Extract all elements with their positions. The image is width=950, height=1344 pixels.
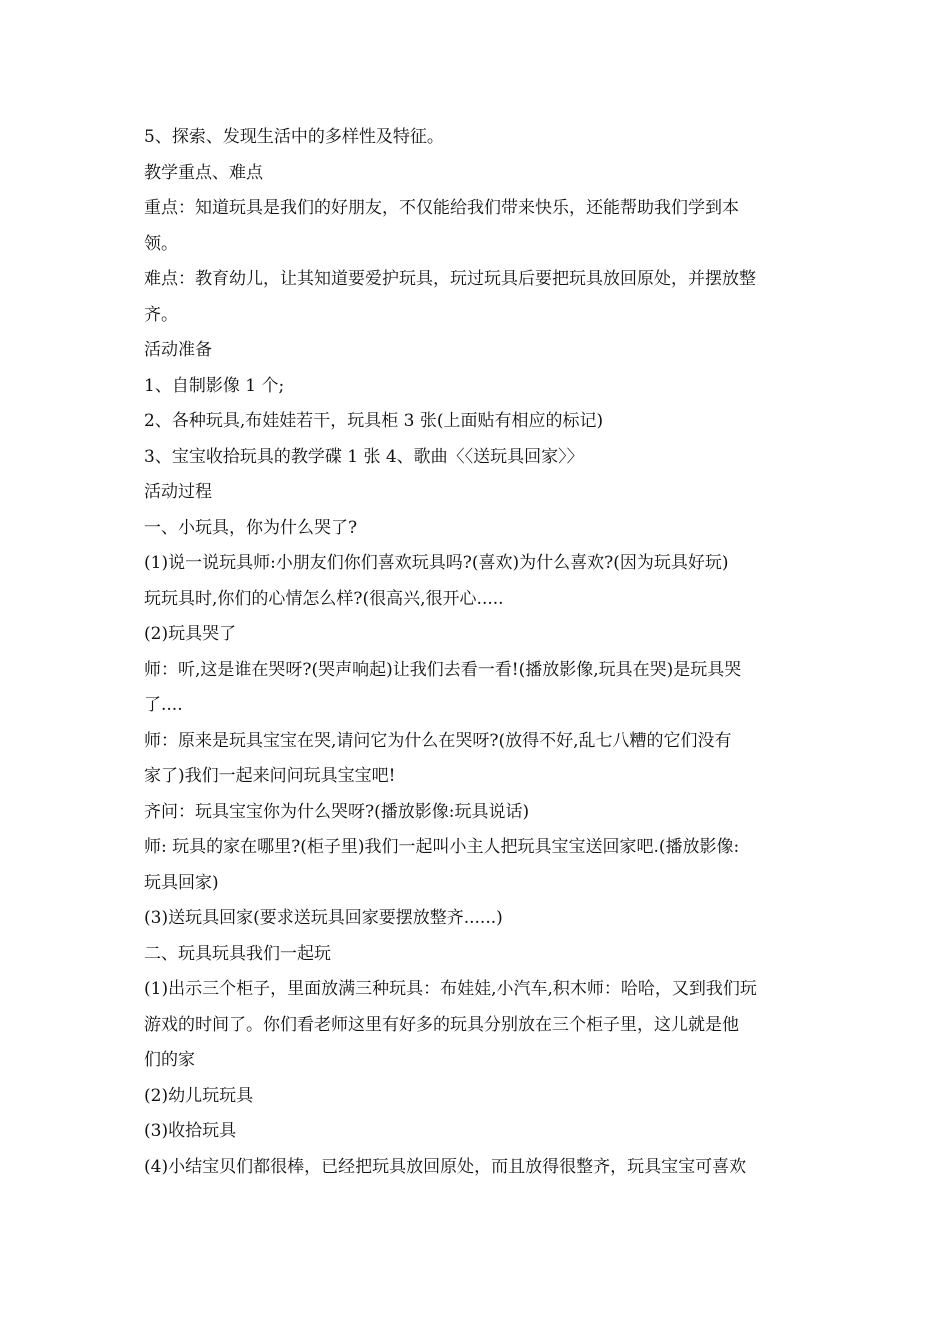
subsection-heading: 二、玩具玩具我们一起玩 (144, 943, 331, 964)
section-heading: 活动过程 (144, 482, 212, 502)
text-line: 游戏的时间了。你们看老师这里有好多的玩具分别放在三个柜子里，这儿就是他 (144, 1014, 739, 1035)
text-line: 了.... (144, 695, 183, 715)
text-line: 家了)我们一起来问问玩具宝宝吧! (144, 766, 396, 786)
text-line: (2)幼儿玩玩具 (144, 1085, 254, 1106)
text-line: 齐问：玩具宝宝你为什么哭呀?(播放影像:玩具说话) (144, 801, 530, 822)
text-line: 5、探索、发现生活中的多样性及特征。 (144, 127, 444, 147)
text-line: (2)玩具哭了 (144, 624, 237, 644)
text-line: 齐。 (144, 304, 178, 325)
text-line: 难点：教育幼儿，让其知道要爱护玩具，玩过玩具后要把玩具放回原处，并摆放整 (144, 269, 756, 289)
text-line: (4)小结宝贝们都很棒，已经把玩具放回原处，而且放得很整齐，玩具宝宝可喜欢 (144, 1156, 747, 1177)
list-item: 2、各种玩具,布娃娃若干，玩具柜 3 张(上面贴有相应的标记) (144, 411, 604, 431)
text-line: 重点：知道玩具是我们的好朋友，不仅能给我们带来快乐，还能帮助我们学到本 (144, 198, 739, 218)
section-heading: 教学重点、难点 (144, 162, 263, 183)
list-item: 3、宝宝收拾玩具的教学碟 1 张 4、歌曲〈〈送玩具回家〉〉 (144, 446, 584, 467)
text-line: 领。 (144, 233, 178, 254)
subsection-heading: 一、小玩具，你为什么哭了? (144, 517, 358, 538)
text-line: 师: 玩具的家在哪里?(柜子里)我们一起叫小主人把玩具宝宝送回家吧.(播放影像: (144, 837, 740, 857)
text-line: 师：原来是玩具宝宝在哭,请问它为什么在哭呀?(放得不好,乱七八糟的它们没有 (144, 730, 732, 751)
document-body (144, 120, 808, 1185)
text-line: (1)说一说玩具师:小朋友们你们喜欢玩具吗?(喜欢)为什么喜欢?(因为玩具好玩) (144, 553, 729, 573)
text-line: (3)送玩具回家(要求送玩具回家要摆放整齐......) (144, 908, 503, 928)
section-heading: 活动准备 (144, 340, 212, 360)
text-line: (3)收拾玩具 (144, 1121, 237, 1141)
text-line: 师：听,这是谁在哭呀?(哭声响起)让我们去看一看!(播放影像,玩具在哭)是玩具哭 (144, 659, 742, 680)
text-line: 玩玩具时,你们的心情怎么样?(很高兴,很开心..... (144, 588, 504, 609)
text-line: 玩具回家) (144, 872, 219, 893)
list-item: 1、自制影像 1 个; (144, 375, 285, 396)
text-line: (1)出示三个柜子，里面放满三种玩具：布娃娃,小汽车,积木师：哈哈，又到我们玩 (144, 979, 757, 999)
text-line: 们的家 (144, 1050, 195, 1070)
